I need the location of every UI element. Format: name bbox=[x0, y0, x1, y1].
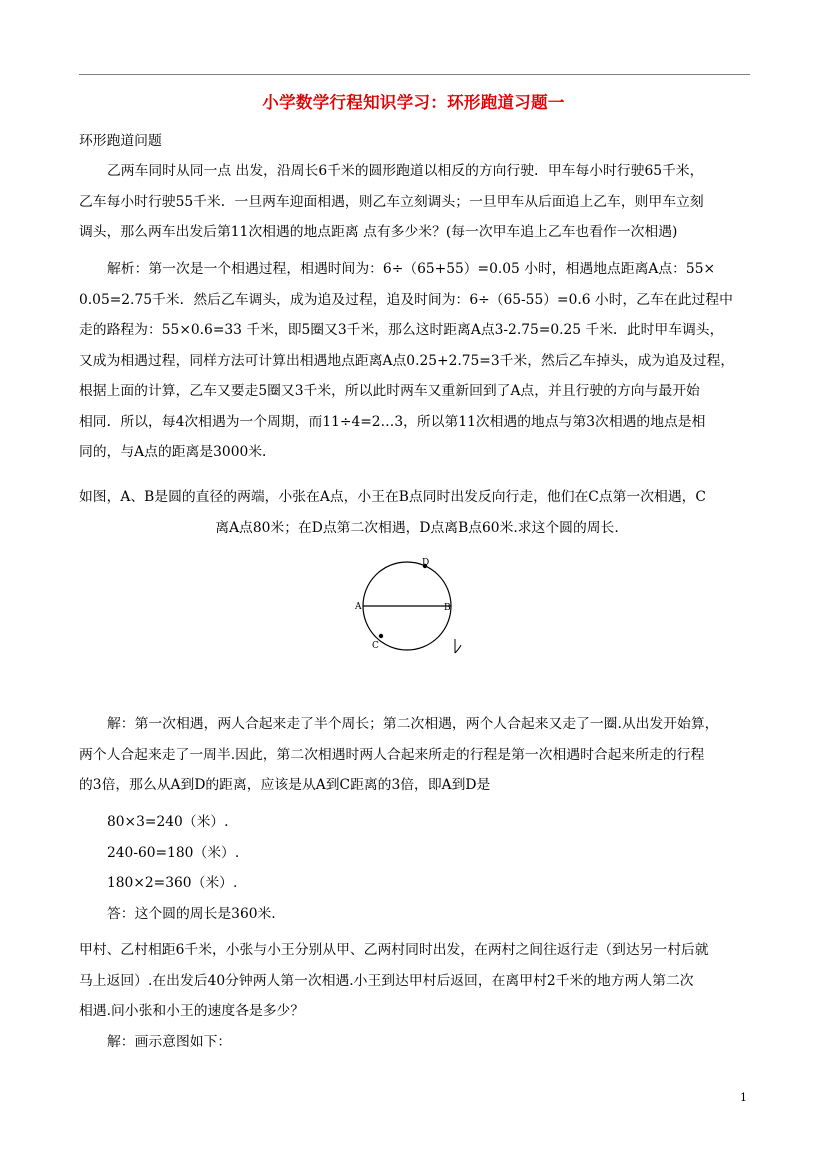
calc-line: 180×2=360（米）. bbox=[107, 875, 238, 891]
text-line: 解：第一次相遇，两人合起来走了半个周长；第二次相遇，两个人合起来又走了一圈.从出发开始算， bbox=[107, 716, 719, 732]
page-title: 小学数学行程知识学习：环形跑道习题一 bbox=[262, 93, 565, 112]
text-line: 0.05=2.75千米．然后乙车调头，成为追及过程，追及时间为：6÷（65-55）=0.6 小时，乙车在此过程中 bbox=[79, 291, 733, 308]
text-line: 马上返回）.在出发后40分钟两人第一次相遇.小王到达甲村后返回，在离甲村2千米的地方两人第二次 bbox=[79, 972, 694, 989]
calculation-block bbox=[79, 807, 755, 929]
calc-line: 240-60=180（米）. bbox=[107, 844, 240, 861]
label-d: D bbox=[422, 558, 430, 568]
text-line: 甲村、乙村相距6千米，小张与小王分别从甲、乙两村同时出发，在两村之间往返行走（到达另一村后就 bbox=[79, 942, 709, 958]
label-c: C bbox=[372, 641, 379, 651]
text-line: 又成为相遇过程，同样方法可计算出相遇地点距离A点0.25+2.75=3千米，然后乙车掉头，成为追及过程， bbox=[79, 352, 735, 369]
stray-mark-icon bbox=[455, 639, 461, 653]
text-line: 乙车每小时行驶55千米．一旦两车迎面相遇，则乙车立刻调头；一旦甲车从后面追上乙车，则甲车立刻 bbox=[79, 193, 704, 210]
text-line: 解：画示意图如下： bbox=[107, 1033, 232, 1050]
solution-1-paragraph bbox=[79, 254, 755, 468]
text-line: 如图，A、B是圆的直径的两端，小张在A点，小王在B点同时出发反向行走，他们在C点第一次相遇，C bbox=[79, 489, 706, 505]
label-a: A bbox=[355, 602, 362, 612]
answer-line: 答：这个圆的周长是360米. bbox=[107, 905, 276, 922]
text-line: 两个人合起来走了一周半.因此，第二次相遇时两人合起来所走的行程是第一次相遇时合起来所走的行程 bbox=[79, 746, 705, 763]
problem-2-paragraph bbox=[79, 482, 755, 543]
point-c-marker bbox=[379, 634, 383, 638]
solution-2-paragraph bbox=[79, 709, 755, 801]
text-line: 的3倍，那么从A到D的距离，应该是从A到C距离的3倍，即A到D是 bbox=[79, 777, 491, 793]
text-line: 调头，那么两车出发后第11次相遇的地点距离 点有多少米？(每一次甲车追上乙车也看作一次相遇) bbox=[79, 224, 678, 240]
text-line: 乙两车同时从同一点 出发，沿周长6千米的圆形跑道以相反的方向行驶．甲车每小时行驶65千米， bbox=[107, 163, 704, 179]
section-heading: 环形跑道问题 bbox=[79, 133, 162, 149]
text-line: 解析：第一次是一个相遇过程，相遇时间为：6÷（65+55）=0.05 小时，相遇地点距离A点：55× bbox=[107, 261, 716, 277]
problem-3-paragraph bbox=[79, 935, 755, 1057]
text-line: 相同．所以，每4次相遇为一个周期，而11÷4=2…3，所以第11次相遇的地点与第3次相遇的地点是相 bbox=[79, 413, 706, 430]
text-line: 根据上面的计算，乙车又要走5圈又3千米，所以此时两车又重新回到了A点，并且行驶的方向与最开始 bbox=[79, 383, 700, 399]
text-line: 相遇.问小张和小王的速度各是多少？ bbox=[79, 1003, 305, 1019]
page-number: 1 bbox=[740, 1091, 747, 1104]
text-line: 同的，与A点的距离是3000米． bbox=[79, 444, 276, 460]
calc-line: 80×3=240（米）. bbox=[107, 814, 229, 830]
label-b: B bbox=[444, 603, 451, 613]
problem-1-paragraph bbox=[79, 156, 755, 248]
text-line: 走的路程为：55×0.6=33 千米，即5圈又3千米，那么这时距离A点3-2.75=0.25 千米．此时甲车调头， bbox=[79, 322, 724, 338]
text-line: 离A点80米；在D点第二次相遇，D点离B点60米.求这个圆的周长. bbox=[215, 519, 619, 536]
circle-diagram bbox=[345, 553, 475, 663]
header-rule bbox=[79, 74, 750, 75]
